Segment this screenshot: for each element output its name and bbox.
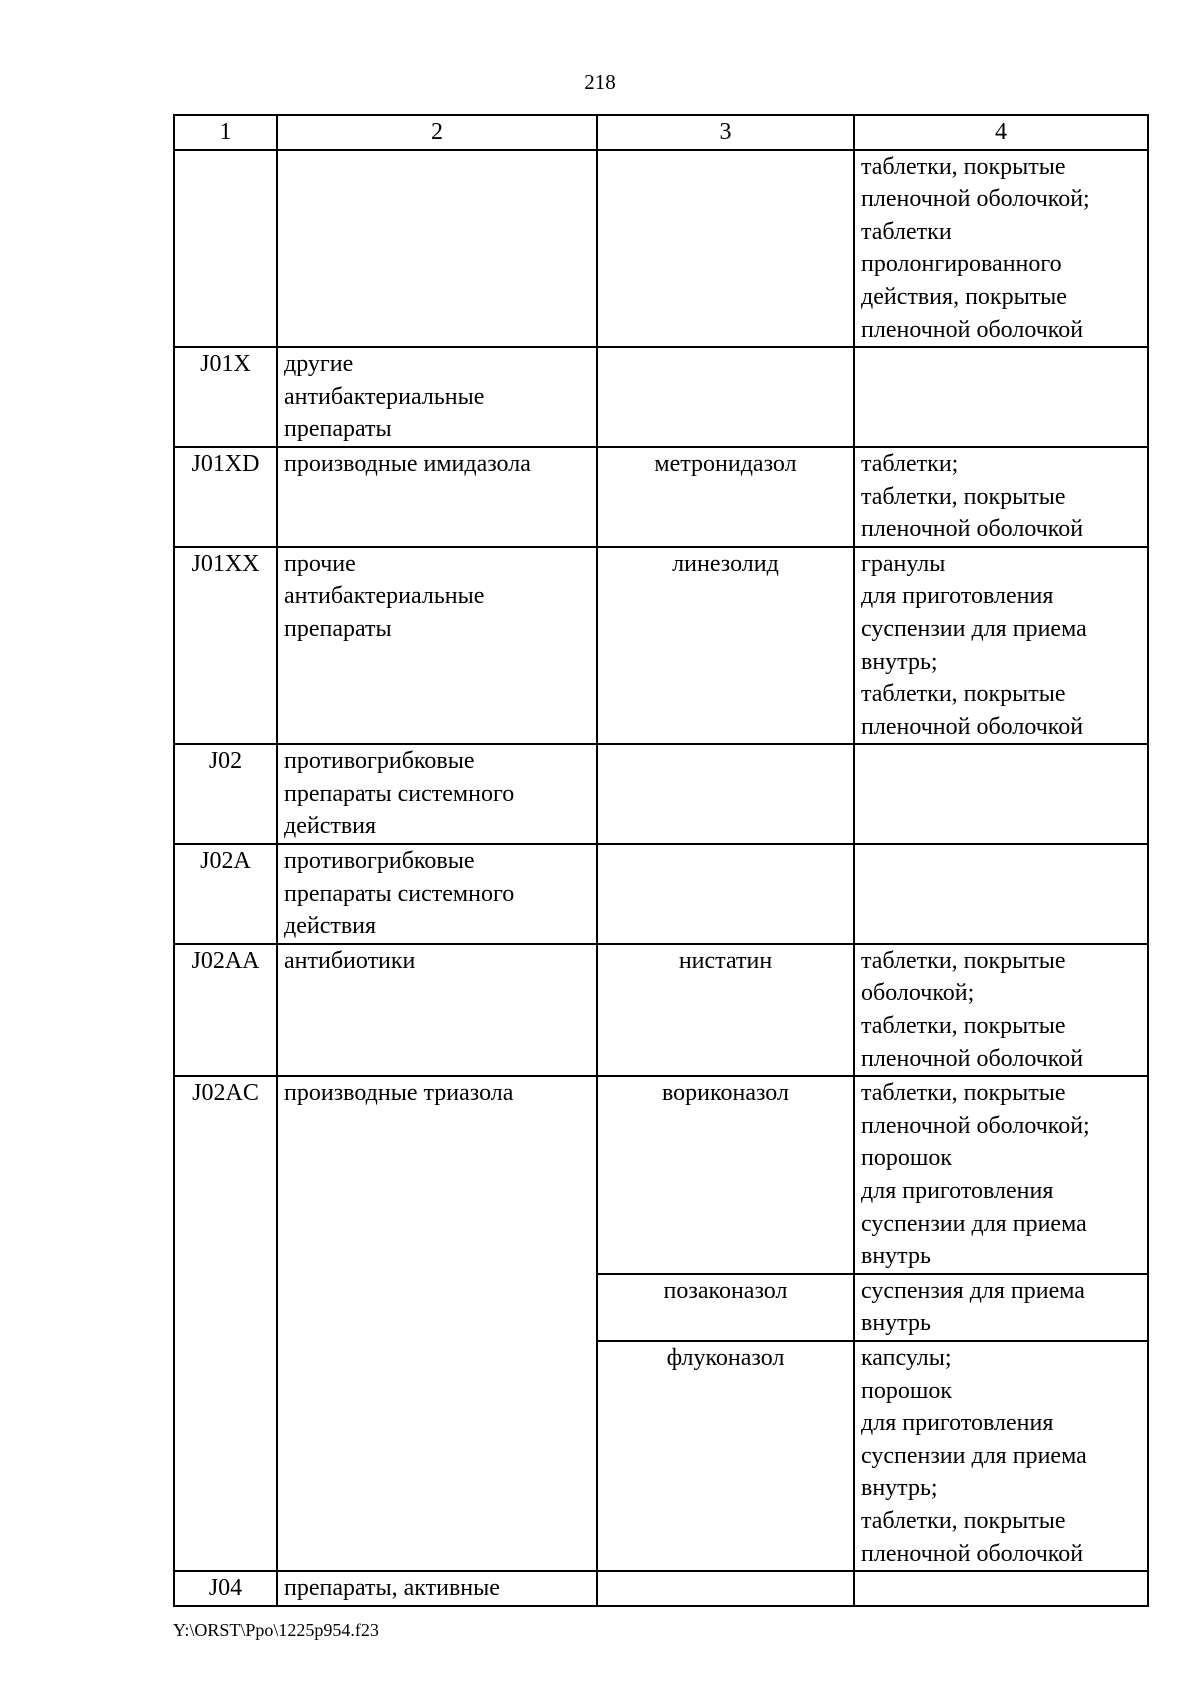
header-col-4: 4 [854, 115, 1148, 150]
drug-name-cell [597, 744, 854, 844]
atc-code-cell: J02AA [174, 944, 277, 1076]
header-row [174, 115, 1148, 150]
dosage-form-cell [854, 447, 1148, 547]
dosage-form-cell [854, 944, 1148, 1076]
table-row [174, 447, 1148, 547]
drug-name-cell: позаконазол [597, 1274, 854, 1341]
dosage-form-cell [854, 1274, 1148, 1341]
dosage-form-line: суспензии для приема [861, 615, 1087, 642]
dosage-form-line: таблетки, покрытые [861, 1013, 1066, 1040]
group-name-line: противогрибковые [284, 848, 475, 875]
atc-code-cell: J01XD [174, 447, 277, 547]
atc-code-cell [174, 150, 277, 348]
dosage-form-line: суспензии для приема [861, 1442, 1087, 1469]
dosage-form-line: пленочной оболочкой; [861, 186, 1090, 213]
drug-table [173, 114, 1149, 1607]
dosage-form-line: таблетки, покрытые [861, 153, 1066, 180]
dosage-form-line: внутрь [861, 1243, 931, 1270]
table-row [174, 547, 1148, 745]
group-name-line: антибактериальные [284, 583, 485, 610]
dosage-form-line: пленочной оболочкой [861, 516, 1084, 543]
group-name-line: препараты системного [284, 780, 515, 807]
dosage-form-line: пленочной оболочкой [861, 1540, 1084, 1567]
drug-name-cell [597, 150, 854, 348]
dosage-form-line: внутрь; [861, 648, 938, 675]
group-name-line: препараты системного [284, 880, 515, 907]
atc-code-cell: J01XX [174, 547, 277, 745]
header-col-2: 2 [277, 115, 597, 150]
atc-code-cell: J02A [174, 844, 277, 944]
group-name-cell [277, 447, 597, 547]
dosage-form-line: капсулы; [861, 1344, 952, 1371]
dosage-form-line: гранулы [861, 550, 946, 577]
dosage-form-cell [854, 150, 1148, 348]
dosage-form-line: таблетки, покрытые [861, 947, 1066, 974]
group-name-line: противогрибковые [284, 748, 475, 775]
table-row [174, 1571, 1148, 1606]
dosage-form-cell [854, 744, 1148, 844]
header-col-3: 3 [597, 115, 854, 150]
table-row [174, 944, 1148, 1076]
drug-name-cell: линезолид [597, 547, 854, 745]
dosage-form-line: таблетки, покрытые [861, 1080, 1066, 1107]
dosage-form-cell [854, 1076, 1148, 1274]
dosage-form-line: для приготовления [861, 583, 1054, 610]
dosage-form-line: порошок [861, 1377, 952, 1404]
atc-code-cell: J01X [174, 347, 277, 447]
table-row [174, 347, 1148, 447]
drug-name-cell: нистатин [597, 944, 854, 1076]
atc-code-cell: J02 [174, 744, 277, 844]
dosage-form-line: суспензия для приема [861, 1277, 1085, 1304]
group-name-cell [277, 1571, 597, 1606]
table-row [174, 744, 1148, 844]
drug-name-cell [597, 844, 854, 944]
dosage-form-cell [854, 1341, 1148, 1571]
dosage-form-line: суспензии для приема [861, 1210, 1087, 1237]
atc-code-cell: J04 [174, 1571, 277, 1606]
drug-name-cell: вориконазол [597, 1076, 854, 1274]
group-name-line: прочие [284, 550, 356, 577]
dosage-form-line: оболочкой; [861, 980, 975, 1007]
dosage-form-cell [854, 547, 1148, 745]
atc-code-cell: J02AC [174, 1076, 277, 1571]
group-name-line: антибактериальные [284, 383, 485, 410]
dosage-form-line: пленочной оболочкой; [861, 1112, 1090, 1139]
group-name-cell [277, 547, 597, 745]
group-name-line: производные триазола [284, 1080, 514, 1107]
table-row [174, 1076, 1148, 1274]
dosage-form-line: таблетки, покрытые [861, 483, 1066, 510]
group-name-line: препараты [284, 615, 392, 642]
dosage-form-line: таблетки, покрытые [861, 681, 1066, 708]
page-number: 218 [584, 70, 616, 94]
group-name-cell [277, 744, 597, 844]
dosage-form-line: пленочной оболочкой [861, 1045, 1084, 1072]
drug-name-cell [597, 1571, 854, 1606]
dosage-form-line: таблетки, покрытые [861, 1507, 1066, 1534]
dosage-form-line: пролонгированного [861, 251, 1062, 278]
dosage-form-line: для приготовления [861, 1178, 1054, 1204]
dosage-form-cell [854, 844, 1148, 944]
group-name-line: производные имидазола [284, 450, 531, 477]
dosage-form-line: действия, покрытые [861, 283, 1067, 310]
table-row [174, 844, 1148, 944]
group-name-line: другие [284, 351, 354, 378]
dosage-form-line: внутрь [861, 1310, 931, 1337]
group-name-line: препараты [284, 416, 392, 443]
dosage-form-cell [854, 1571, 1148, 1606]
dosage-form-line: пленочной оболочкой [861, 316, 1084, 343]
dosage-form-line: пленочной оболочкой [861, 713, 1084, 740]
dosage-form-line: таблетки [861, 218, 952, 245]
file-path-footer: Y:\ORST\Ppo\1225p954.f23 [173, 1620, 379, 1640]
drug-name-cell: метронидазол [597, 447, 854, 547]
table-body [174, 150, 1148, 1606]
group-name-line: антибиотики [284, 947, 416, 974]
header-col-1: 1 [174, 115, 277, 150]
drug-name-cell: флуконазол [597, 1341, 854, 1571]
table-row [174, 150, 1148, 348]
dosage-form-line: для приготовления [861, 1410, 1054, 1437]
group-name-cell [277, 1076, 597, 1571]
drug-name-cell [597, 347, 854, 447]
group-name-cell [277, 347, 597, 447]
group-name-line: действия [284, 813, 377, 840]
group-name-line: действия [284, 913, 377, 940]
group-name-line: препараты, активные [284, 1575, 500, 1602]
dosage-form-line: порошок [861, 1145, 952, 1172]
group-name-cell [277, 150, 597, 348]
dosage-form-line: внутрь; [861, 1475, 938, 1502]
dosage-form-cell [854, 347, 1148, 447]
group-name-cell [277, 844, 597, 944]
dosage-form-line: таблетки; [861, 450, 959, 477]
group-name-cell [277, 944, 597, 1076]
